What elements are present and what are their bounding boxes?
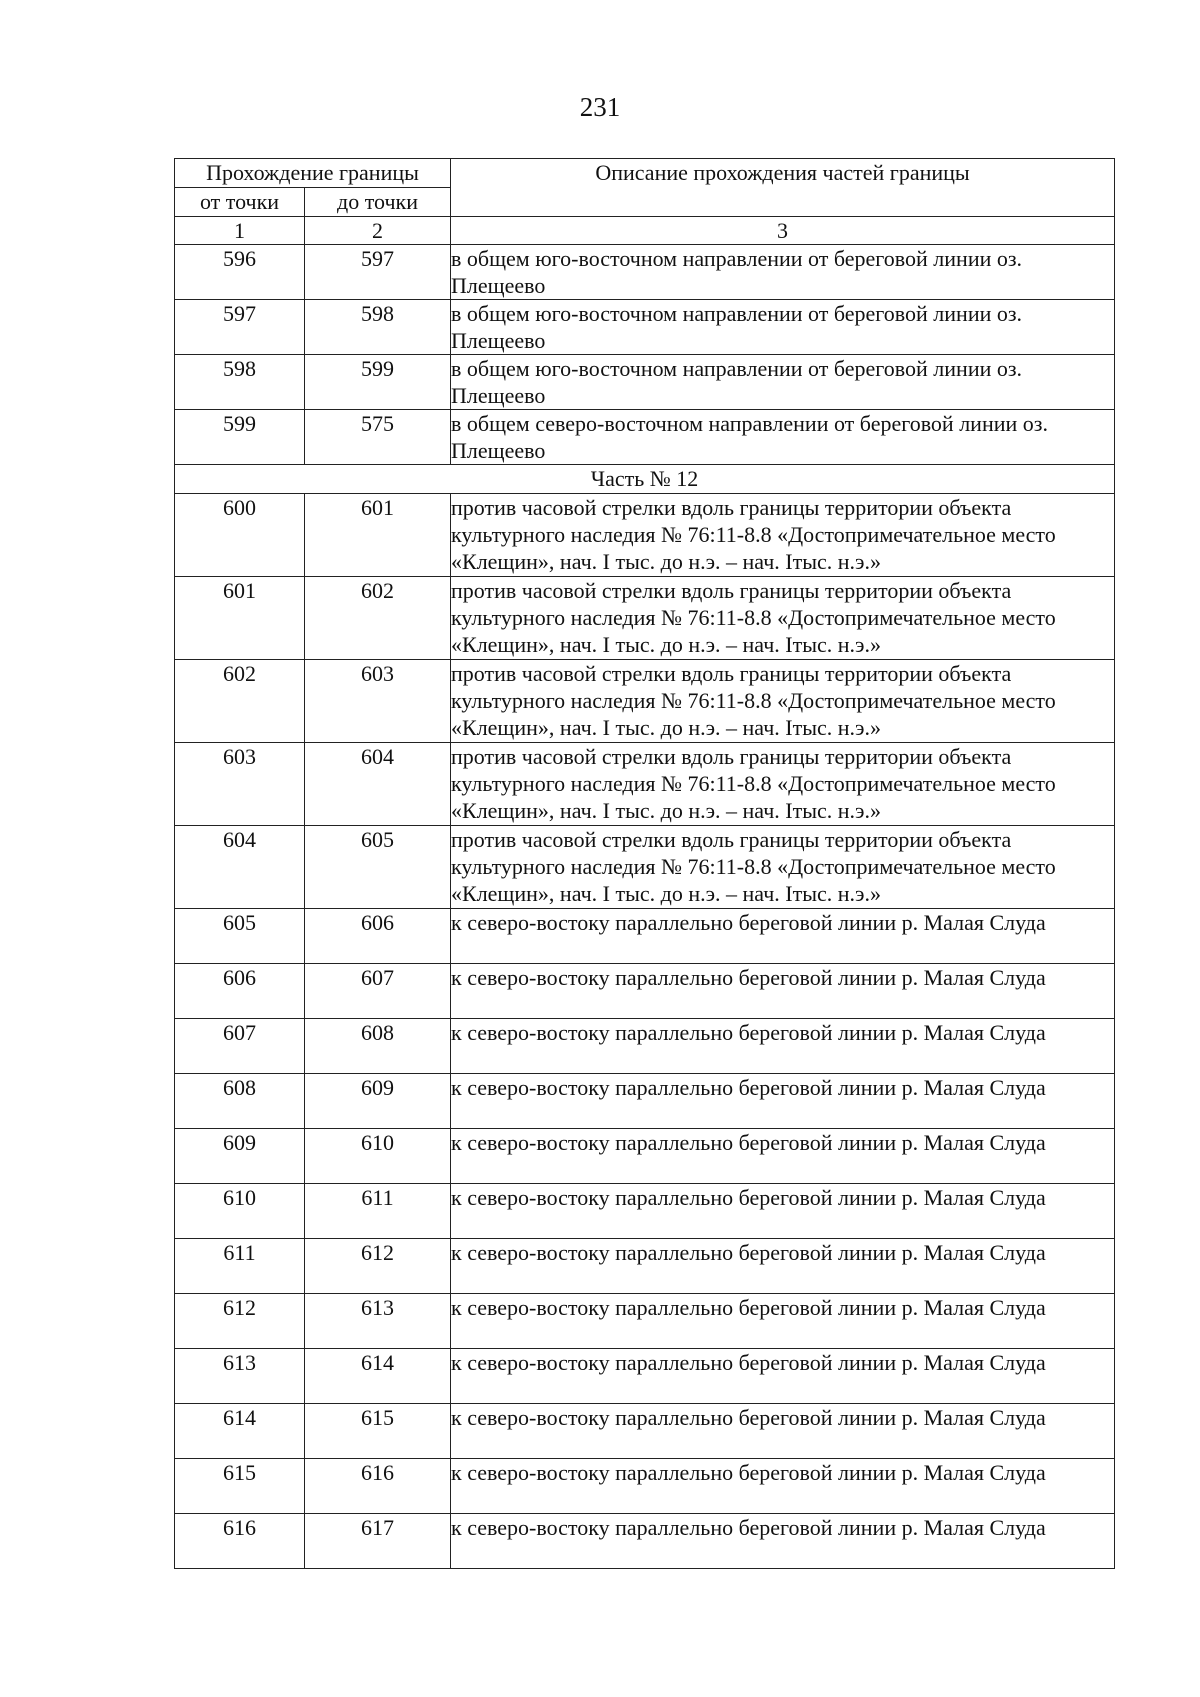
- from-point-cell: 608: [175, 1074, 305, 1129]
- from-point-cell: 610: [175, 1184, 305, 1239]
- description-cell: в общем юго-восточном направлении от береговой линии оз. Плещеево: [451, 245, 1115, 300]
- description-cell: против часовой стрелки вдоль границы территории объекта культурного наследия № 76:11-8.8 «Достопримечательное место «Клещин», нач. I тыс. до н.э. – нач. Iтыс. н.э.»: [451, 660, 1115, 743]
- header-row-top: [175, 159, 1115, 188]
- to-point-cell: 608: [305, 1019, 451, 1074]
- description-cell: к северо-востоку параллельно береговой линии р. Малая Слуда: [451, 1294, 1115, 1349]
- table-row: [175, 909, 1115, 964]
- column-number: 3: [451, 217, 1115, 245]
- description-cell: к северо-востоку параллельно береговой линии р. Малая Слуда: [451, 1514, 1115, 1569]
- description-cell: к северо-востоку параллельно береговой линии р. Малая Слуда: [451, 909, 1115, 964]
- to-point-cell: 607: [305, 964, 451, 1019]
- from-point-cell: 602: [175, 660, 305, 743]
- table-row: [175, 826, 1115, 909]
- table-row: [175, 1074, 1115, 1129]
- part-label: Часть № 12: [175, 465, 1115, 494]
- description-cell: к северо-востоку параллельно береговой линии р. Малая Слуда: [451, 1184, 1115, 1239]
- description-cell: к северо-востоку параллельно береговой линии р. Малая Слуда: [451, 964, 1115, 1019]
- table-row: [175, 577, 1115, 660]
- header-to-point: до точки: [305, 188, 451, 217]
- from-point-cell: 616: [175, 1514, 305, 1569]
- from-point-cell: 612: [175, 1294, 305, 1349]
- description-cell: в общем северо-восточном направлении от береговой линии оз. Плещеево: [451, 410, 1115, 465]
- table-row: [175, 1019, 1115, 1074]
- table-row: [175, 410, 1115, 465]
- from-point-cell: 598: [175, 355, 305, 410]
- from-point-cell: 600: [175, 494, 305, 577]
- table-row: [175, 660, 1115, 743]
- to-point-cell: 611: [305, 1184, 451, 1239]
- to-point-cell: 605: [305, 826, 451, 909]
- table-row: [175, 1459, 1115, 1514]
- description-cell: против часовой стрелки вдоль границы территории объекта культурного наследия № 76:11-8.8 «Достопримечательное место «Клещин», нач. I тыс. до н.э. – нач. Iтыс. н.э.»: [451, 826, 1115, 909]
- from-point-cell: 615: [175, 1459, 305, 1514]
- from-point-cell: 599: [175, 410, 305, 465]
- table-row: [175, 1514, 1115, 1569]
- column-number: 1: [175, 217, 305, 245]
- to-point-cell: 575: [305, 410, 451, 465]
- to-point-cell: 597: [305, 245, 451, 300]
- from-point-cell: 613: [175, 1349, 305, 1404]
- from-point-cell: 601: [175, 577, 305, 660]
- table-row: [175, 494, 1115, 577]
- to-point-cell: 598: [305, 300, 451, 355]
- description-cell: в общем юго-восточном направлении от береговой линии оз. Плещеево: [451, 300, 1115, 355]
- from-point-cell: 597: [175, 300, 305, 355]
- from-point-cell: 596: [175, 245, 305, 300]
- description-cell: против часовой стрелки вдоль границы территории объекта культурного наследия № 76:11-8.8 «Достопримечательное место «Клещин», нач. I тыс. до н.э. – нач. Iтыс. н.э.»: [451, 743, 1115, 826]
- column-number: 2: [305, 217, 451, 245]
- part-section: [175, 465, 1115, 494]
- to-point-cell: 616: [305, 1459, 451, 1514]
- to-point-cell: 602: [305, 577, 451, 660]
- from-point-cell: 607: [175, 1019, 305, 1074]
- description-cell: к северо-востоку параллельно береговой линии р. Малая Слуда: [451, 1404, 1115, 1459]
- from-point-cell: 603: [175, 743, 305, 826]
- rows-before-part: [175, 245, 1115, 465]
- from-point-cell: 609: [175, 1129, 305, 1184]
- to-point-cell: 604: [305, 743, 451, 826]
- description-cell: к северо-востоку параллельно береговой линии р. Малая Слуда: [451, 1019, 1115, 1074]
- description-cell: против часовой стрелки вдоль границы территории объекта культурного наследия № 76:11-8.8 «Достопримечательное место «Клещин», нач. I тыс. до н.э. – нач. Iтыс. н.э.»: [451, 494, 1115, 577]
- table-row: [175, 1239, 1115, 1294]
- from-point-cell: 604: [175, 826, 305, 909]
- header-from-point: от точки: [175, 188, 305, 217]
- description-cell: к северо-востоку параллельно береговой линии р. Малая Слуда: [451, 1459, 1115, 1514]
- table-row: [175, 1294, 1115, 1349]
- description-cell: в общем юго-восточном направлении от береговой линии оз. Плещеево: [451, 355, 1115, 410]
- table-row: [175, 300, 1115, 355]
- table-row: [175, 1404, 1115, 1459]
- description-cell: к северо-востоку параллельно береговой линии р. Малая Слуда: [451, 1129, 1115, 1184]
- description-cell: к северо-востоку параллельно береговой линии р. Малая Слуда: [451, 1074, 1115, 1129]
- to-point-cell: 610: [305, 1129, 451, 1184]
- to-point-cell: 612: [305, 1239, 451, 1294]
- page-number: 231: [579, 92, 621, 122]
- to-point-cell: 601: [305, 494, 451, 577]
- rows-after-part: [175, 494, 1115, 1569]
- to-point-cell: 617: [305, 1514, 451, 1569]
- to-point-cell: 606: [305, 909, 451, 964]
- table-row: [175, 743, 1115, 826]
- column-numbers-row: [175, 217, 1115, 245]
- from-point-cell: 606: [175, 964, 305, 1019]
- description-cell: к северо-востоку параллельно береговой линии р. Малая Слуда: [451, 1349, 1115, 1404]
- to-point-cell: 614: [305, 1349, 451, 1404]
- from-point-cell: 605: [175, 909, 305, 964]
- part-row: [175, 465, 1115, 494]
- description-cell: к северо-востоку параллельно береговой линии р. Малая Слуда: [451, 1239, 1115, 1294]
- table-row: [175, 1129, 1115, 1184]
- boundary-table: [174, 158, 1115, 1569]
- table-row: [175, 355, 1115, 410]
- header-boundary-passage: Прохождение границы: [175, 159, 451, 188]
- table-row: [175, 1349, 1115, 1404]
- to-point-cell: 613: [305, 1294, 451, 1349]
- table-row: [175, 245, 1115, 300]
- table-row: [175, 1184, 1115, 1239]
- to-point-cell: 615: [305, 1404, 451, 1459]
- from-point-cell: 614: [175, 1404, 305, 1459]
- header-description: Описание прохождения частей границы: [451, 159, 1115, 217]
- to-point-cell: 609: [305, 1074, 451, 1129]
- description-cell: против часовой стрелки вдоль границы территории объекта культурного наследия № 76:11-8.8 «Достопримечательное место «Клещин», нач. I тыс. до н.э. – нач. Iтыс. н.э.»: [451, 577, 1115, 660]
- to-point-cell: 599: [305, 355, 451, 410]
- to-point-cell: 603: [305, 660, 451, 743]
- from-point-cell: 611: [175, 1239, 305, 1294]
- table-row: [175, 964, 1115, 1019]
